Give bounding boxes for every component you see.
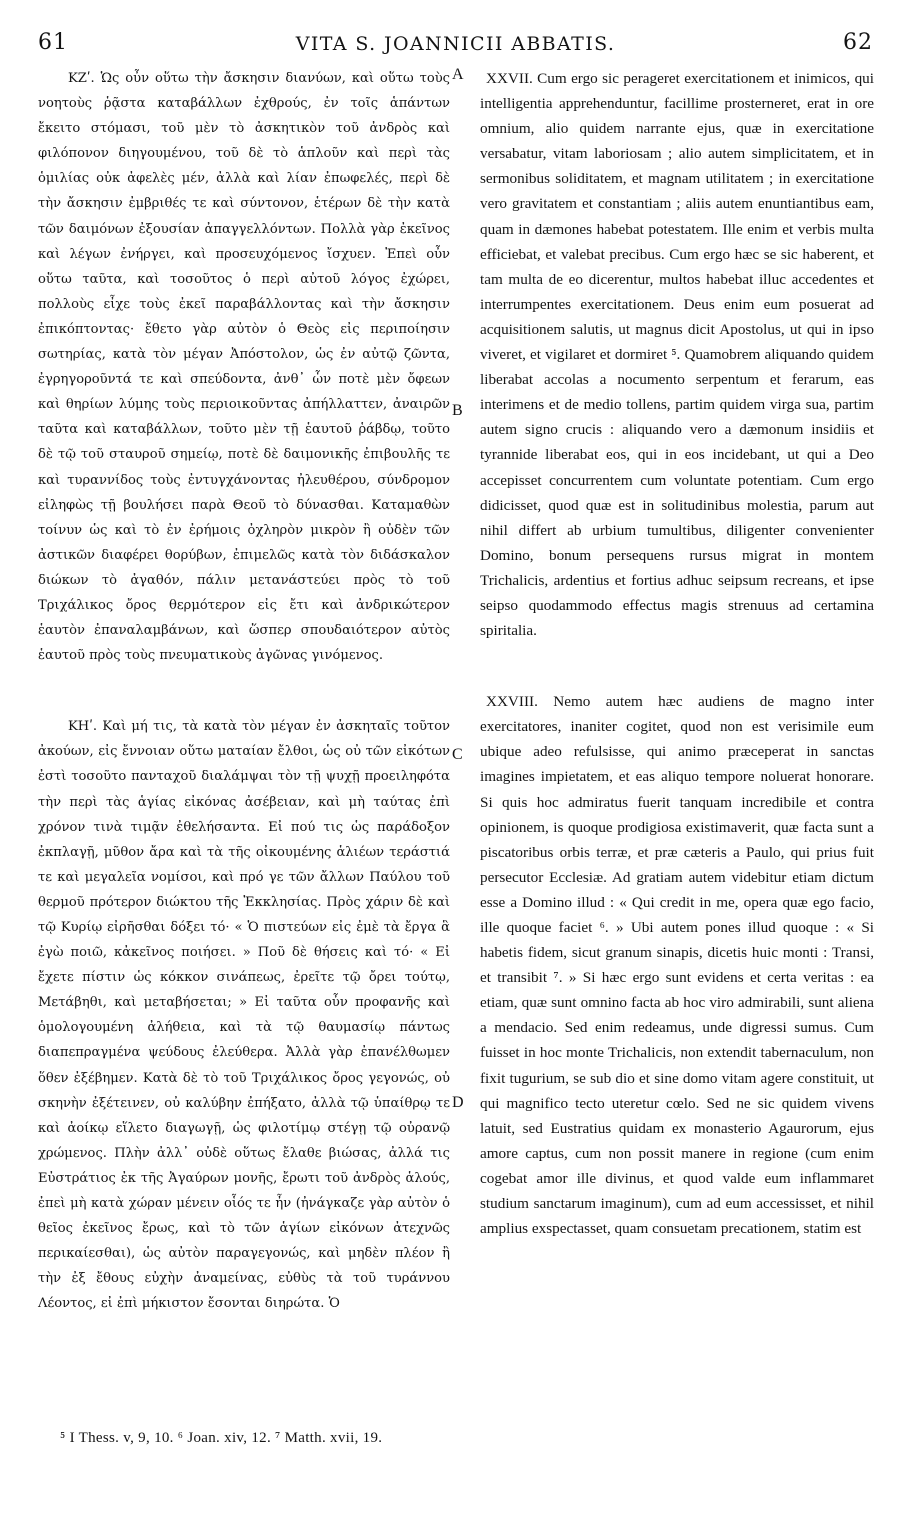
greek-paragraph-28: ΚΗʹ. Καὶ μή τις, τὰ κατὰ τὸν μέγαν ἐν ἀσκηταῖς τοῦτον ἀκούων, εἰς ἔννοιαν οὕτω ματαίαν ἔλθοι, ὡς οὐ τῶν εἰκότων ἐστὶ τοσοῦτο πανταχοῦ διαλάμψαι τὸν τῇ ψυχῇ προειληφότα τὴν περὶ τὰς ἁγίας εἰκόνας ἀσέβειαν, καὶ μὴ ταύτας ἐπὶ χρόνον τινὰ τιμᾷν ἐθελήσαντα. Εἰ πού τις ὡς παράδοξον ἐκπλαγῇ, μῦθον ἄρα καὶ τὰ τῆς οἰκουμένης ἁλιέων τεράστιά τε καὶ μεγαλεῖα νομίσοι, καὶ πρό γε τῶν ἄλλων Παύλου τοῦ θερμοῦ πρότερον διώκτου τῆς Ἐκκλησίας. Πρὸς χάριν δὲ καὶ τῷ Κυρίῳ εἰρῆσθαι δόξει τό· « Ὁ πιστεύων εἰς ἐμὲ τὰ ἔργα ἃ ἐγὼ ποιῶ, κἀκεῖνος ποιήσει. » Ποῦ δὲ θήσεις καὶ τό· « Εἰ ἔχετε πίστιν ὡς κόκκον σινάπεως, ἐρεῖτε τῷ ὄρει τούτῳ, Μετάβηθι, καὶ μεταβήσεται; » Εἰ ταῦτα οὖν προφανῆς καὶ ὁμολογουμένη ἀλήθεια, καὶ τὰ τῷ θαυμασίῳ πάντως διαπεπραγμένα ψεύδους ἐλεύθερα. Ἀλλὰ γὰρ ἐπανέλθωμεν ὅθεν ἐξέβημεν. Κατὰ δὲ τὸ τοῦ Τριχάλικος ὄρος γεγονώς, οὐ σκηνὴν ἐξέτεινεν, οὐ καλύβην ἐπήξατο, ἀλλὰ τῷ ὑπαίθρῳ τε καὶ ἀοίκῳ εἵλετο διαγωγῇ, ὡς φιλοτίμῳ στέγῃ τῷ οὐρανῷ χρώμενος. Πλὴν ἀλλ᾽ οὐδὲ οὕτως ἔλαθε βιώσας, ἀλλά τις Εὐστράτιος ἐκ τῆς Ἀγαύρων μονῆς, ἔρωτι τοῦ ἀνδρὸς ἁλούς, ἐπεὶ μὴ κατὰ χώραν μένειν οἷός τε ἦν (ἠνάγκαζε γὰρ αὐτὸν ὁ θεῖος ἐκεῖνος ἔρως, καὶ τὸ τῶν ἁγίων εἰκόνων ἀτεχνῶς περικαίεσθαι), ὡς αὐτὸν παραγεγονώς, καὶ μηδὲν πλέον ἢ τὴν ἐξ ἔθους εὐχὴν ἀναμείνας, εὐθὺς τὰ τοῦ τυράννου Λέοντος, εἰ ἐπὶ μήκιστον ἔσονται διηρώτα. Ὁ [38, 719, 450, 1312]
greek-column [38, 66, 450, 1317]
left-page-number: 61 [38, 30, 68, 55]
right-page-number: 62 [843, 30, 873, 55]
latin-paragraph-28: XXVIII. Nemo autem hæc audiens de magno inter exercitatores, inaniter cogitet, quod non est verisimile eum ubique adeo refulsisse, qui animo præceperat in sanctas imagines impietatem, et eas aliquo tempore noluerat honorare. Si quis hoc admiratus fuerit tanquam incredibile et contra opinionem, is quoque prodigiosa existimaverit, quæ facta sunt a piscatoribus orbis terræ, et præ cæteris a Paulo, qui prius fuit persecutor Ecclesiæ. Ad gratiam autem videbitur etiam dictum esse a Domino illud : « Qui credit in me, opera quæ ego facio, ille quoque faciet ⁶. » Ubi autem pones illud quoque : « Si habetis fidem, sicut granum sinapis, dicetis huic monti : Transi, et transibit ⁷. » Si hæc ergo sunt evidens et certa veritas : ea etiam, quæ sunt omnino facta ab hoc viro admirabili, sunt aliena a mendacio. Sed enim redeamus, unde digressi sumus. Cum fuisset in hoc monte Trichalicis, non extendit tabernaculum, non fixit tugurium, se sub dio et sine domo vitam agere constituit, ut qui magnifico tecto uteretur cœlo. Sed ne sic quidem vivens latuit, sed Eustratius quidam ex monasterio Agaurorum, ejus amore captus, cum non possit manere in regione (cum enim cogebat amor ille divinus, et quod valde eum inflammaret studium sanctarum imaginum), cum ad eum accessisset, et nihil amplius exspectasset, quam consuetam precationem, statim est [480, 693, 874, 1238]
column-marker-a: A [452, 66, 464, 83]
latin-paragraph-27: XXVII. Cum ergo sic perageret exercitationem et inimicos, qui intelligentia apprehenduntur, facillime prosterneret, erat in ore omnium, alio quidem narrante ejus, quæ in exercitatione versabatur, vitam laboriosam ; alio autem simplicitatem, et in sermonibus soliditatem, et magnam utilitatem ; in exercitatione vero gravitatem et constantiam ; aliis autem enuntiantibus eam, quam in dæmones habebat potestatem. Ille enim et verbis multa efficiebat, et valebat precibus. Cum ergo hæc se sic haberent, et tam multa de eo dicerentur, multos habebat illuc accedentes et interrumpentes exercitationem. Deus enim eum posuerat ad acquisitionem salutis, ut magnus dicit Apostolus, ut qui in ipso viveret, et vigilaret et dormiret ⁵. Quamobrem aliquando quidem liberabat accolas a nocumento serpentum et ferarum, eas interimens et de medio tollens, partim quidem virga sua, partim autem signo crucis : aliquando vero a dæmonum insidiis et tyrannide liberabat eos, qui in eos incidebant, ut qui a Deo accepisset concurrentem cum voluntate potentiam. Cum ergo didicisset, quod quæ est in solitudinibus molestia, parum aut nihil differt ab urbium tumultibus, diligenter convenienter Domino, bonum persequens rursus migrat in montem Trichalicis, ardentius et fortius adhuc seipsum recreans, et ipse seipso quodammodo effectus magis strenuus ad certamina spiritalia. [480, 70, 874, 640]
page-header [38, 30, 873, 64]
footnotes: ⁵ I Thess. v, 9, 10. ⁶ Joan. xiv, 12. ⁷ Matth. xvii, 19. [60, 1430, 383, 1446]
column-marker-d: D [452, 1094, 464, 1111]
column-marker-c: C [452, 746, 463, 763]
latin-column [480, 66, 874, 1241]
running-title: VITA S. JOANNICII ABBATIS. [295, 33, 616, 55]
greek-paragraph-27: ΚΖʹ. Ὡς οὖν οὕτω τὴν ἄσκησιν διανύων, καὶ οὕτω τοὺς νοητοὺς ῥᾷστα καταβάλλων ἐχθρούς, ἐν τοῖς ἁπάντων ἔκειτο στόμασι, τοῦ μὲν τὸ ἀσκητικὸν τοῦ ἀνδρὸς καὶ φιλόπονον διηγουμένου, τοῦ δὲ τὸ ἁπλοῦν καὶ περὶ τὰς ὁμιλίας οὐκ ἀφελὲς μέν, ἀλλὰ καὶ λίαν ἐπωφελές, περὶ δὲ τὴν ἄσκησιν ἐμβριθές τε καὶ σύντονον, ἑτέρων δὲ τὴν κατὰ τῶν δαιμόνων ἐξουσίαν ἀπαγγελλόντων. Πολλὰ γὰρ ἐκεῖνος καὶ λέγων ἐνήργει, καὶ προσευχόμενος ἴσχυεν. Ἐπεὶ οὖν οὕτω ταῦτα, καὶ τοσοῦτος ὁ περὶ αὐτοῦ λόγος ἐχώρει, πολλοὺς εἶχε τοὺς ἐκεῖ παραβάλλοντας καὶ τὴν ἄσκησιν ἐπικόπτοντας· ἔθετο γὰρ αὐτὸν ὁ Θεὸς εἰς περιποίησιν σωτηρίας, κατὰ τὸν μέγαν Ἀπόστολον, ὡς ἐν αὐτῷ ζῶντα, ἐγρηγοροῦντά τε καὶ σπεύδοντα, ἀνθ᾽ ὧν ποτὲ μὲν ὄφεων καὶ θηρίων λύμης τοὺς περιοικοῦντας ἀπήλλαττεν, ἀναιρῶν ταῦτα καὶ καταβάλλων, τοῦτο μὲν τῇ ἑαυτοῦ ῥάβδῳ, τοῦτο δὲ τῷ τοῦ σταυροῦ σημείῳ, ποτὲ δὲ δαιμονικῆς ἐπιβουλῆς τε καὶ τυραννίδος τοὺς ἐντυγχάνοντας ἠλευθέρου, σύνδρομον εἰληφὼς τῇ βουλήσει παρὰ Θεοῦ τὸ δύνασθαι. Καταμαθὼν τοίνυν ὡς καὶ τὸ ἐν ἐρήμοις ὀχληρὸν μικρὸν ἢ οὐδὲν τῶν ἀστικῶν διαφέρει θορύβων, ἐπιμελῶς κατὰ τὸν διδάσκαλον διώκων τὸ ἀγαθόν, πάλιν μετανάστεύει πρὸς τὸ τοῦ Τριχάλικος ὄρος θερμότερον εἰς ἔτι καὶ ἀνδρικώτερον ἑαυτὸν ἐπαναλαμβάνων, καὶ ὥσπερ σπουδαιότερον αὐτὸς ἑαυτοῦ πρὸς τοὺς πνευματικοὺς ἀγῶνας γινόμενος. [38, 71, 450, 664]
column-marker-b: B [452, 402, 463, 419]
